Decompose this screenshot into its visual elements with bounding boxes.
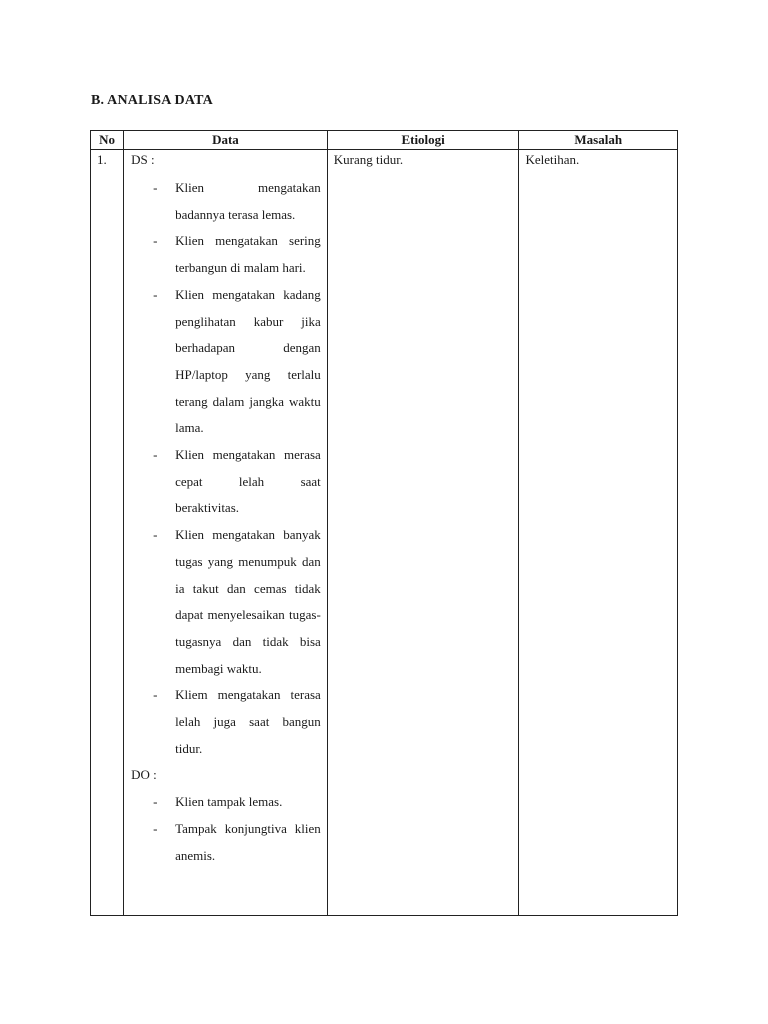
etiologi-text: Kurang tidur.: [333, 152, 404, 167]
ds-item-text: Kliem mengatakan terasa lelah juga saat bangun tidur.: [175, 687, 321, 756]
analysis-table: [90, 130, 678, 916]
bullet-dash: -: [153, 447, 158, 463]
list-item: [131, 175, 321, 228]
masalah-text: Keletihan.: [525, 152, 580, 167]
list-item: [131, 682, 321, 762]
list-item: [131, 282, 321, 442]
list-item: [131, 816, 321, 869]
table-row: [91, 150, 678, 916]
ds-item-text: Klien mengatakan kadang penglihatan kabur jika berhadapan dengan HP/laptop yang terlalu terang dalam jangka waktu lama.: [175, 286, 321, 436]
ds-list: [131, 175, 321, 762]
header-etiologi: Etiologi: [327, 131, 519, 150]
do-list: [131, 789, 321, 869]
list-item: [131, 228, 321, 281]
ds-label: DS :: [131, 152, 155, 167]
bullet-dash: -: [153, 794, 158, 810]
list-item: [131, 522, 321, 682]
do-item-text: Tampak konjungtiva klien anemis.: [175, 820, 321, 863]
do-label: DO :: [131, 767, 157, 783]
ds-item-text: Klien mengatakan badannya terasa lemas.: [175, 180, 321, 222]
ds-item-text: Klien mengatakan merasa cepat lelah saat beraktivitas.: [175, 447, 321, 516]
bullet-dash: -: [153, 286, 158, 302]
section-heading: B. ANALISA DATA: [91, 93, 213, 108]
bullet-dash: -: [153, 527, 158, 543]
bullet-dash: -: [153, 233, 158, 249]
list-item: [131, 442, 321, 522]
row-number: 1.: [97, 152, 107, 167]
header-no: No: [91, 131, 124, 150]
bullet-dash: -: [153, 180, 158, 195]
do-item-text: Klien tampak lemas.: [175, 794, 283, 810]
list-item: [131, 789, 321, 816]
bullet-dash: -: [153, 687, 158, 703]
cell-masalah: [519, 150, 678, 916]
table-header-row: [91, 131, 678, 150]
cell-data: [124, 150, 328, 916]
cell-no: [91, 150, 124, 916]
bullet-dash: -: [153, 820, 158, 836]
ds-item-text: Klien mengatakan banyak tugas yang menumpuk dan ia takut dan cemas tidak dapat menyelesaikan tugas-tugasnya dan tidak bisa membagi waktu.: [175, 527, 321, 676]
cell-etiologi: [327, 150, 519, 916]
header-data: Data: [124, 131, 328, 150]
ds-item-text: Klien mengatakan sering terbangun di malam hari.: [175, 233, 321, 276]
header-masalah: Masalah: [519, 131, 678, 150]
